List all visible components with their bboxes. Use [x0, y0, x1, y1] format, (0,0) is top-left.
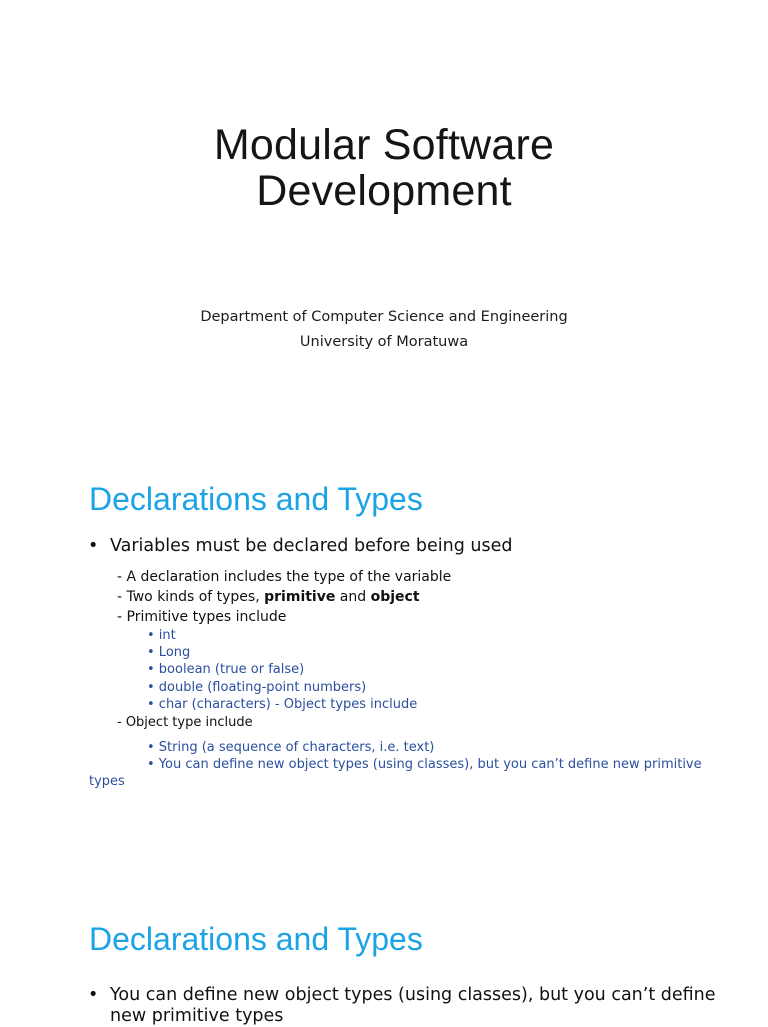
subtitle-university: University of Moratuwa [299, 334, 469, 350]
object-type-item-wrap: types [89, 774, 125, 789]
title-line-1: Modular Software [213, 121, 555, 169]
slide3-heading: Declarations and Types [89, 921, 423, 957]
object-type-item: • You can define new object types (using classes), but you can’t define new primitive [147, 757, 702, 772]
sub-item-object-types: - Object type include [117, 715, 253, 730]
slide3-bullet-line1: You can define new object types (using classes), but you can’t define [110, 985, 716, 1005]
primitive-type-item: • Long [147, 645, 191, 660]
primitive-type-item: • int [147, 628, 176, 643]
primitive-keyword: primitive [264, 589, 336, 605]
sub-item-declaration: - A declaration includes the type of the variable [117, 569, 452, 585]
two-kinds-text: - Two kinds of types, [117, 589, 265, 605]
slide3-bullet [88, 984, 718, 1006]
sub-item-primitive-types: - Primitive types include [117, 609, 287, 625]
sub-item-two-kinds [117, 587, 420, 607]
primitive-type-item: • double (floating-point numbers) [147, 680, 367, 695]
primitive-type-item: • boolean (true or false) [147, 662, 305, 677]
slide2-bullet-text: Variables must be declared before being used [110, 536, 513, 556]
slide2-heading: Declarations and Types [89, 481, 423, 517]
slide2-bullet [88, 535, 718, 557]
and-text: and [335, 589, 371, 605]
subtitle-department: Department of Computer Science and Engineering [200, 309, 568, 325]
object-type-item: • String (a sequence of characters, i.e. text) [147, 740, 435, 755]
primitive-type-item: • char (characters) - Object types include [147, 697, 418, 712]
slide3-bullet-continuation: new primitive types [110, 1006, 284, 1026]
bullet-dot: • [88, 536, 99, 556]
bullet-dot: • [88, 985, 99, 1005]
title-line-2: Development [256, 167, 512, 215]
object-keyword: object [370, 589, 420, 605]
